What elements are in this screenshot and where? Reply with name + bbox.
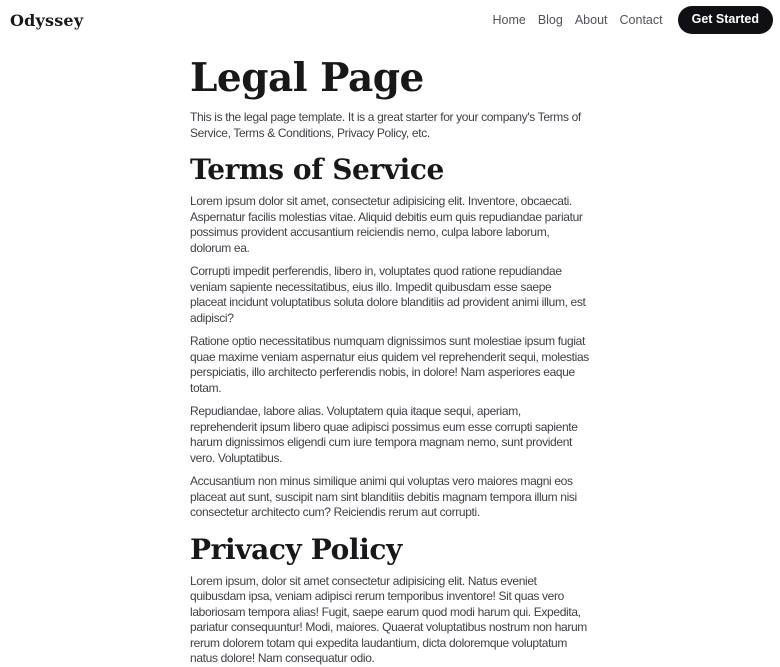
- nav-link-contact[interactable]: Contact: [619, 13, 663, 27]
- page-intro: This is the legal page template. It is a great starter for your company's Terms of Service, Terms & Conditions, Privacy Policy, etc.: [190, 110, 581, 140]
- terms-paragraph-4: Repudiandae, labore alias. Voluptatem quia itaque sequi, aperiam, reprehenderit ipsum libero quae adipisci possimus eum esse corrupti sapiente harum dignissimos eligendi cum iure tempora magnam nemo, sunt provident vero. Voluptatibus.: [190, 404, 578, 465]
- nav-link-home[interactable]: Home: [492, 13, 526, 27]
- section-heading-privacy-policy: Privacy Policy: [190, 532, 402, 566]
- terms-paragraph-2: Corrupti impedit perferendis, libero in, voluptates quod ratione repudiandae veniam sapiente necessitatibus, eius illo. Impedit quibusdam esse saepe placeat incidunt voluptatibus soluta dolore blanditiis ad provident animi illum, est adipisci?: [190, 264, 586, 325]
- page-title: Legal Page: [190, 55, 424, 101]
- section-heading-terms-of-service: Terms of Service: [190, 153, 444, 186]
- terms-paragraph-5: Accusantium non minus similique animi qui voluptas vero maiores magni eos placeat aut sunt, suscipit nam sint blanditiis debitis magnam tempora illum nisi consectetur architecto cum? Reiciendis rerum aut corrupti.: [190, 474, 577, 519]
- privacy-paragraph-1: Lorem ipsum, dolor sit amet consectetur adipisicing elit. Natus eveniet quibusdam ipsa, veniam adipisci rerum temporibus inventore! Sit quas vero laboriosam tempora alias! Fugit, saepe earum quod modi harum qui. Expedita, pariatur consequuntur! Modi, maiores. Quaerat voluptatibus nostrum non harum rerum dolorem totam qui expedita laudantium, dicta doloremque voluptatum natus dolore! Nam consequatur odio.: [190, 573, 587, 665]
- site-logo[interactable]: Odyssey: [10, 10, 84, 30]
- main-nav: [492, 6, 773, 34]
- legal-page-content: [190, 57, 590, 667]
- site-header: [0, 0, 780, 40]
- nav-link-about[interactable]: About: [574, 13, 608, 27]
- terms-paragraph-1: Lorem ipsum dolor sit amet, consectetur adipisicing elit. Inventore, obcaecati. Aspernatur facilis molestias vitae. Aliquid debitis eum quis repudiandae pariatur possimus provident accusantium reiciendis nemo, culpa labore laborum, dolorum ea.: [190, 194, 583, 255]
- nav-link-blog[interactable]: Blog: [537, 13, 563, 27]
- get-started-button[interactable]: Get Started: [678, 6, 773, 34]
- terms-paragraph-3: Ratione optio necessitatibus numquam dignissimos sunt molestiae ipsum fugiat quae maxime veniam aspernatur eius quidem vel reprehenderit sequi, molestias perspiciatis, illo architecto perferendis nobis, in dolore! Nam asperiores eaque totam.: [190, 334, 589, 395]
